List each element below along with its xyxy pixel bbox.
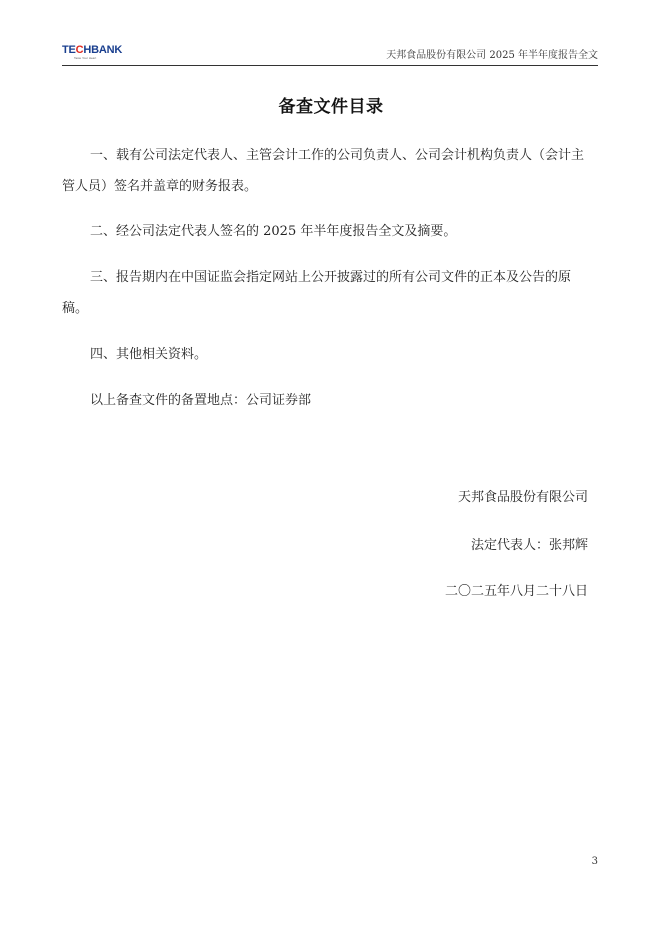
signature-company: 天邦食品股份有限公司 <box>457 490 588 505</box>
paragraph-public-disclosures: 三、报告期内在中国证监会指定网站上公开披露过的所有公司文件的正本及公告的原稿。 <box>62 270 572 316</box>
logo-text: TECHBANK <box>62 44 123 56</box>
logo-tagline: Taste Your Heart <box>74 56 97 60</box>
paragraph-financial-statements: 一、载有公司法定代表人、主管会计工作的公司负责人、公司会计机构负责人（会计主管人员）签名并盖章的财务报表。 <box>62 148 585 194</box>
document-title: 备查文件目录 <box>278 97 384 117</box>
paragraph-report-summary: 二、经公司法定代表人签名的 2025 年半年度报告全文及摘要。 <box>90 224 457 239</box>
paragraph-storage-location: 以上备查文件的备置地点：公司证券部 <box>90 393 312 408</box>
signature-legal-representative: 法定代表人：张邦辉 <box>470 538 588 553</box>
paragraph-other-materials: 四、其他相关资料。 <box>90 347 208 362</box>
header-title: 天邦食品股份有限公司 2025 年半年度报告全文 <box>386 50 598 61</box>
techbank-logo <box>62 44 122 64</box>
signature-date: 二〇二五年八月二十八日 <box>444 584 588 599</box>
page-header <box>62 38 598 66</box>
page-number: 3 <box>591 856 598 867</box>
